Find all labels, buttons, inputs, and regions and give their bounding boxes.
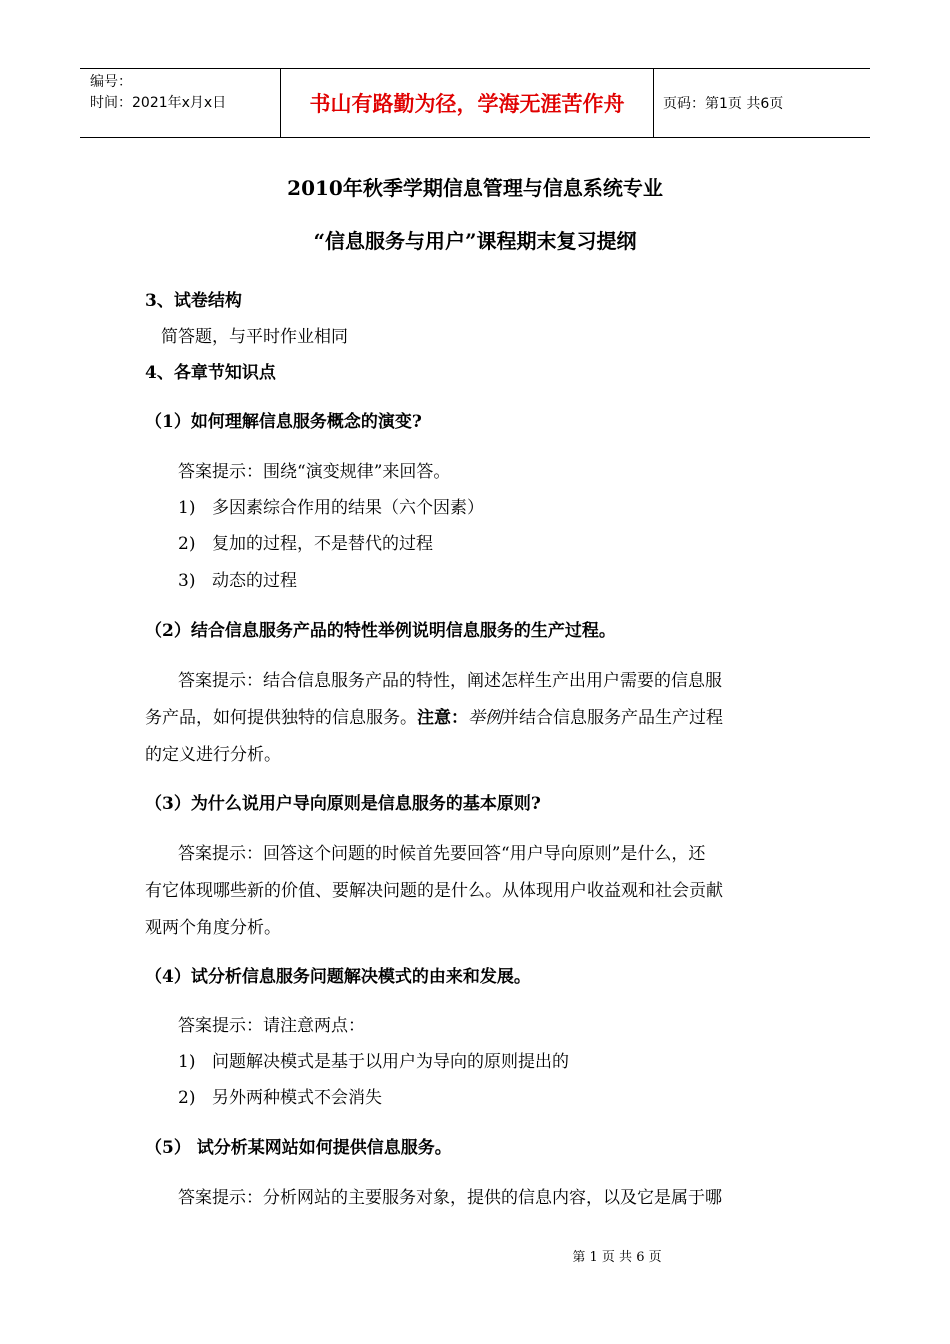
q3-heading: （3）为什么说用户导向原则是信息服务的基本原则? <box>145 794 541 814</box>
list-item <box>178 1083 382 1108</box>
list-item <box>178 529 433 554</box>
section-3-heading: 3、试卷结构 <box>145 291 242 311</box>
list-item-text: 问题解决模式是基于以用户为导向的原则提出的 <box>212 1052 569 1072</box>
q2-line-1: 答案提示：结合信息服务产品的特性，阐述怎样生产出用户需要的信息服 <box>178 671 722 691</box>
header-meta <box>80 69 281 137</box>
q2-line-3: 的定义进行分析。 <box>145 745 281 765</box>
list-item-number: 3) <box>178 571 196 591</box>
time-label: 时间：2021年x月x日 <box>90 95 227 111</box>
q3-line-3: 观两个角度分析。 <box>145 918 281 938</box>
list-item-text: 动态的过程 <box>212 571 297 591</box>
header-motto: 书山有路勤为径，学海无涯苦作舟 <box>281 69 654 137</box>
list-item-number: 2) <box>178 534 196 554</box>
q4-hint: 答案提示：请注意两点： <box>178 1016 365 1036</box>
list-item <box>178 566 297 591</box>
header-page-info: 页码：第1页 共6页 <box>663 96 784 112</box>
list-item-text: 复加的过程，不是替代的过程 <box>212 534 433 554</box>
list-item-text: 多因素综合作用的结果（六个因素） <box>212 498 484 518</box>
number-label: 编号： <box>90 74 132 90</box>
q4-heading: （4）试分析信息服务问题解决模式的由来和发展。 <box>145 967 531 987</box>
document-header <box>80 68 870 138</box>
q2-line-2-text: 务产品，如何提供独特的信息服务。 <box>145 708 417 728</box>
section-4-heading: 4、各章节知识点 <box>145 363 276 383</box>
list-item <box>178 493 484 518</box>
q2-example-emphasis: 举例 <box>468 708 502 728</box>
list-item-number: 1) <box>178 1052 196 1072</box>
list-item-text: 另外两种模式不会消失 <box>212 1088 382 1108</box>
page-footer <box>0 1246 950 1265</box>
list-item-number: 1) <box>178 498 196 518</box>
title-line-2: “信息服务与用户”课程期末复习提纲 <box>313 229 637 253</box>
list-item <box>178 1047 569 1072</box>
q5-line-1: 答案提示：分析网站的主要服务对象，提供的信息内容，以及它是属于哪 <box>178 1188 722 1208</box>
q2-note-label: 注意： <box>417 708 468 728</box>
q5-heading: （5） 试分析某网站如何提供信息服务。 <box>145 1138 452 1158</box>
q3-line-1: 答案提示：回答这个问题的时候首先要回答“用户导向原则”是什么，还 <box>178 844 706 864</box>
q2-line-2 <box>145 703 723 728</box>
q1-hint: 答案提示：围绕“演变规律”来回答。 <box>178 462 451 482</box>
q3-line-2: 有它体现哪些新的价值、要解决问题的是什么。从体现用户收益观和社会贡献 <box>145 881 723 901</box>
title-line-1: 2010年秋季学期信息管理与信息系统专业 <box>287 176 663 200</box>
q2-line-2-tail: 并结合信息服务产品生产过程 <box>502 708 723 728</box>
q2-heading: （2）结合信息服务产品的特性举例说明信息服务的生产过程。 <box>145 621 616 641</box>
list-item-number: 2) <box>178 1088 196 1108</box>
page-number: 第 1 页 共 6 页 <box>572 1250 662 1265</box>
q1-heading: （1）如何理解信息服务概念的演变? <box>145 412 422 432</box>
section-3-body: 简答题，与平时作业相同 <box>161 327 348 347</box>
